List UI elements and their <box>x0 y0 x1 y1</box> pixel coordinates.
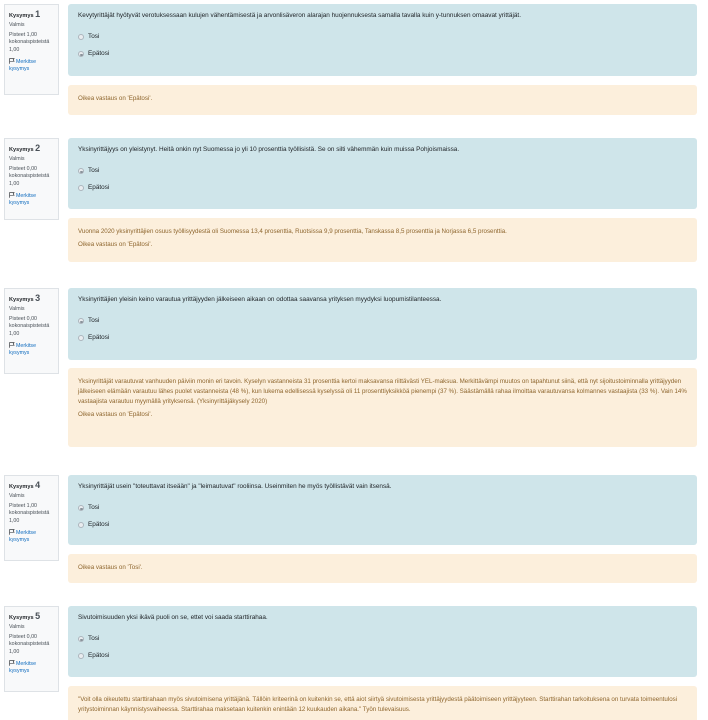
option-label: Epätosi <box>88 333 110 341</box>
question-number: 4 <box>35 480 41 490</box>
flag-question-link[interactable] <box>9 660 55 676</box>
question-grade: Pisteet 1,00 kokonaispisteistä 1,00 <box>9 502 50 525</box>
question-feedback <box>68 368 697 447</box>
radio-epatosi[interactable] <box>78 522 84 528</box>
question-grade: Pisteet 0,00 kokonaispisteistä 1,00 <box>9 315 50 338</box>
question-label: Kysymys <box>9 615 34 621</box>
radio-tosi[interactable] <box>78 168 84 174</box>
question-label: Kysymys <box>9 147 34 153</box>
question-text: Sivutoimisuuden yksi ikävä puoli on se, ettet voi saada starttirahaa. <box>78 614 268 621</box>
flag-label: Merkitse kysymys <box>9 660 37 675</box>
flag-label: Merkitse kysymys <box>9 192 37 207</box>
right-answer: Oikea vastaus on 'Epätosi'. <box>78 240 153 248</box>
question-state: Valmis <box>9 493 25 500</box>
radio-tosi[interactable] <box>78 34 84 40</box>
right-answer: Oikea vastaus on 'Epätosi'. <box>78 95 153 102</box>
radio-tosi[interactable] <box>78 318 84 324</box>
answer-option-epatosi[interactable] <box>78 521 687 530</box>
general-feedback: Vuonna 2020 yksinyrittäjien osuus työllisyydestä oli Suomessa 13,4 prosenttia, Ruotsissa 9,9 prosenttia, Tanskassa 8,5 prosenttia ja Norjassa 6,5 prosenttia. <box>78 228 507 235</box>
answer-option-tosi[interactable] <box>78 33 687 42</box>
answer-option-tosi[interactable] <box>78 317 687 326</box>
question-formulation <box>68 138 697 209</box>
question-info <box>4 4 59 95</box>
flag-question-link[interactable] <box>9 529 55 545</box>
question-formulation <box>68 4 697 76</box>
question-number: 1 <box>35 9 41 19</box>
radio-tosi[interactable] <box>78 505 84 511</box>
option-label: Tosi <box>88 32 100 40</box>
option-label: Epätosi <box>88 49 110 57</box>
question-info <box>4 288 59 374</box>
flag-icon <box>9 660 15 666</box>
question-text: Kevytyrittäjät hyötyvät verotuksessaan kulujen vähentämisestä ja arvonlisäveron alarajan huojennuksesta samalla tavalla kuin y-tunnuksen omaavat yrittäjät. <box>78 12 521 19</box>
question-grade: Pisteet 0,00 kokonaispisteistä 1,00 <box>9 633 50 656</box>
flag-label: Merkitse kysymys <box>9 342 37 357</box>
radio-tosi[interactable] <box>78 636 84 642</box>
option-label: Tosi <box>88 503 100 511</box>
flag-label: Merkitse kysymys <box>9 58 37 73</box>
answer-option-epatosi[interactable] <box>78 334 687 343</box>
flag-label: Merkitse kysymys <box>9 529 37 544</box>
flag-question-link[interactable] <box>9 342 55 358</box>
question-feedback <box>68 85 697 115</box>
question-state: Valmis <box>9 22 25 29</box>
answer-option-epatosi[interactable] <box>78 50 687 59</box>
right-answer: Oikea vastaus on 'Tosi'. <box>78 564 143 571</box>
question-feedback <box>68 218 697 262</box>
answer-option-epatosi[interactable] <box>78 652 687 661</box>
radio-epatosi[interactable] <box>78 51 84 57</box>
flag-icon <box>9 342 15 348</box>
option-label: Epätosi <box>88 651 110 659</box>
question-number: 2 <box>35 143 41 153</box>
question-state: Valmis <box>9 624 25 631</box>
option-label: Tosi <box>88 316 100 324</box>
question-state: Valmis <box>9 156 25 163</box>
question-text: Yksinyrittäjyys on yleistynyt. Heitä onkin nyt Suomessa jo yli 10 prosenttia työllisistä. Se on silti vähemmän kuin muissa Pohjoismaissa. <box>78 146 460 153</box>
question-text: Yksinyrittäjien yleisin keino varautua yrittäjyyden jälkeiseen aikaan on odottaa saavansa yrityksen myydyksi luopumistilanteessa. <box>78 296 442 303</box>
radio-epatosi[interactable] <box>78 185 84 191</box>
flag-icon <box>9 58 15 64</box>
question-state: Valmis <box>9 306 25 313</box>
question-text: Yksinyrittäjät usein "toteuttavat itseään" ja "leimautuvat" rooliinsa. Useinmiten he myös työllistävät vain itsensä. <box>78 483 392 490</box>
question-label: Kysymys <box>9 13 34 19</box>
question-feedback <box>68 554 697 583</box>
option-label: Epätosi <box>88 183 110 191</box>
question-info <box>4 138 59 220</box>
question-formulation <box>68 475 697 545</box>
answer-option-tosi[interactable] <box>78 635 687 644</box>
question-info <box>4 606 59 692</box>
question-info <box>4 475 59 561</box>
flag-icon <box>9 192 15 198</box>
answer-option-tosi[interactable] <box>78 504 687 513</box>
general-feedback: "Voit olla oikeutettu starttirahaan myös sivutoimisena yrittäjänä. Tällöin kriteerinä on kuitenkin se, että aiot siirtyä sivutoimisesta yrittäjyydestä päätoimiseen yrittäjyyteen. Starttirahan tarkoituksena on turvata toimeentulosi yritystoiminnan käynnistysvaiheessa. Starttirahaa maksetaan kuitenkin enintään 12 kuukauden aikana." Työn tulevaisuus. <box>78 696 678 713</box>
answer-option-tosi[interactable] <box>78 167 687 176</box>
answer-option-epatosi[interactable] <box>78 184 687 193</box>
flag-question-link[interactable] <box>9 58 55 74</box>
question-formulation <box>68 606 697 677</box>
question-number: 3 <box>35 293 41 303</box>
question-grade: Pisteet 0,00 kokonaispisteistä 1,00 <box>9 165 50 188</box>
question-label: Kysymys <box>9 484 34 490</box>
flag-question-link[interactable] <box>9 192 55 208</box>
question-number: 5 <box>35 611 41 621</box>
question-grade: Pisteet 1,00 kokonaispisteistä 1,00 <box>9 31 50 54</box>
radio-epatosi[interactable] <box>78 653 84 659</box>
question-feedback <box>68 686 697 720</box>
question-formulation <box>68 288 697 360</box>
option-label: Tosi <box>88 166 100 174</box>
option-label: Epätosi <box>88 520 110 528</box>
option-label: Tosi <box>88 634 100 642</box>
flag-icon <box>9 529 15 535</box>
question-label: Kysymys <box>9 297 34 303</box>
right-answer: Oikea vastaus on 'Epätosi'. <box>78 410 153 418</box>
general-feedback: Yksinyrittäjät varautuvat vanhuuden päiviin monin eri tavoin. Kyselyn vastanneista 31 prosenttia kertoi maksavansa riittävästi YEL-maksua. Merkittävämpi muutos on tapahtunut siinä, että nyt sijoitustoiminnalla yrittäjyyden jälkeiseen elämään varautuu lähes puolet vastanneista (48 %), kun lukema edellisessä kyselyssä oli 11 prosenttiyksikköä pienempi (37 %). Säästämällä rahaa ilmoittaa varautuvansa kolmannes vastaajista (33 %). Vain 14% vastaajista varautuu myymällä yrityksensä. (Yksinyrittäjäkysely 2020) <box>78 378 687 405</box>
radio-epatosi[interactable] <box>78 335 84 341</box>
